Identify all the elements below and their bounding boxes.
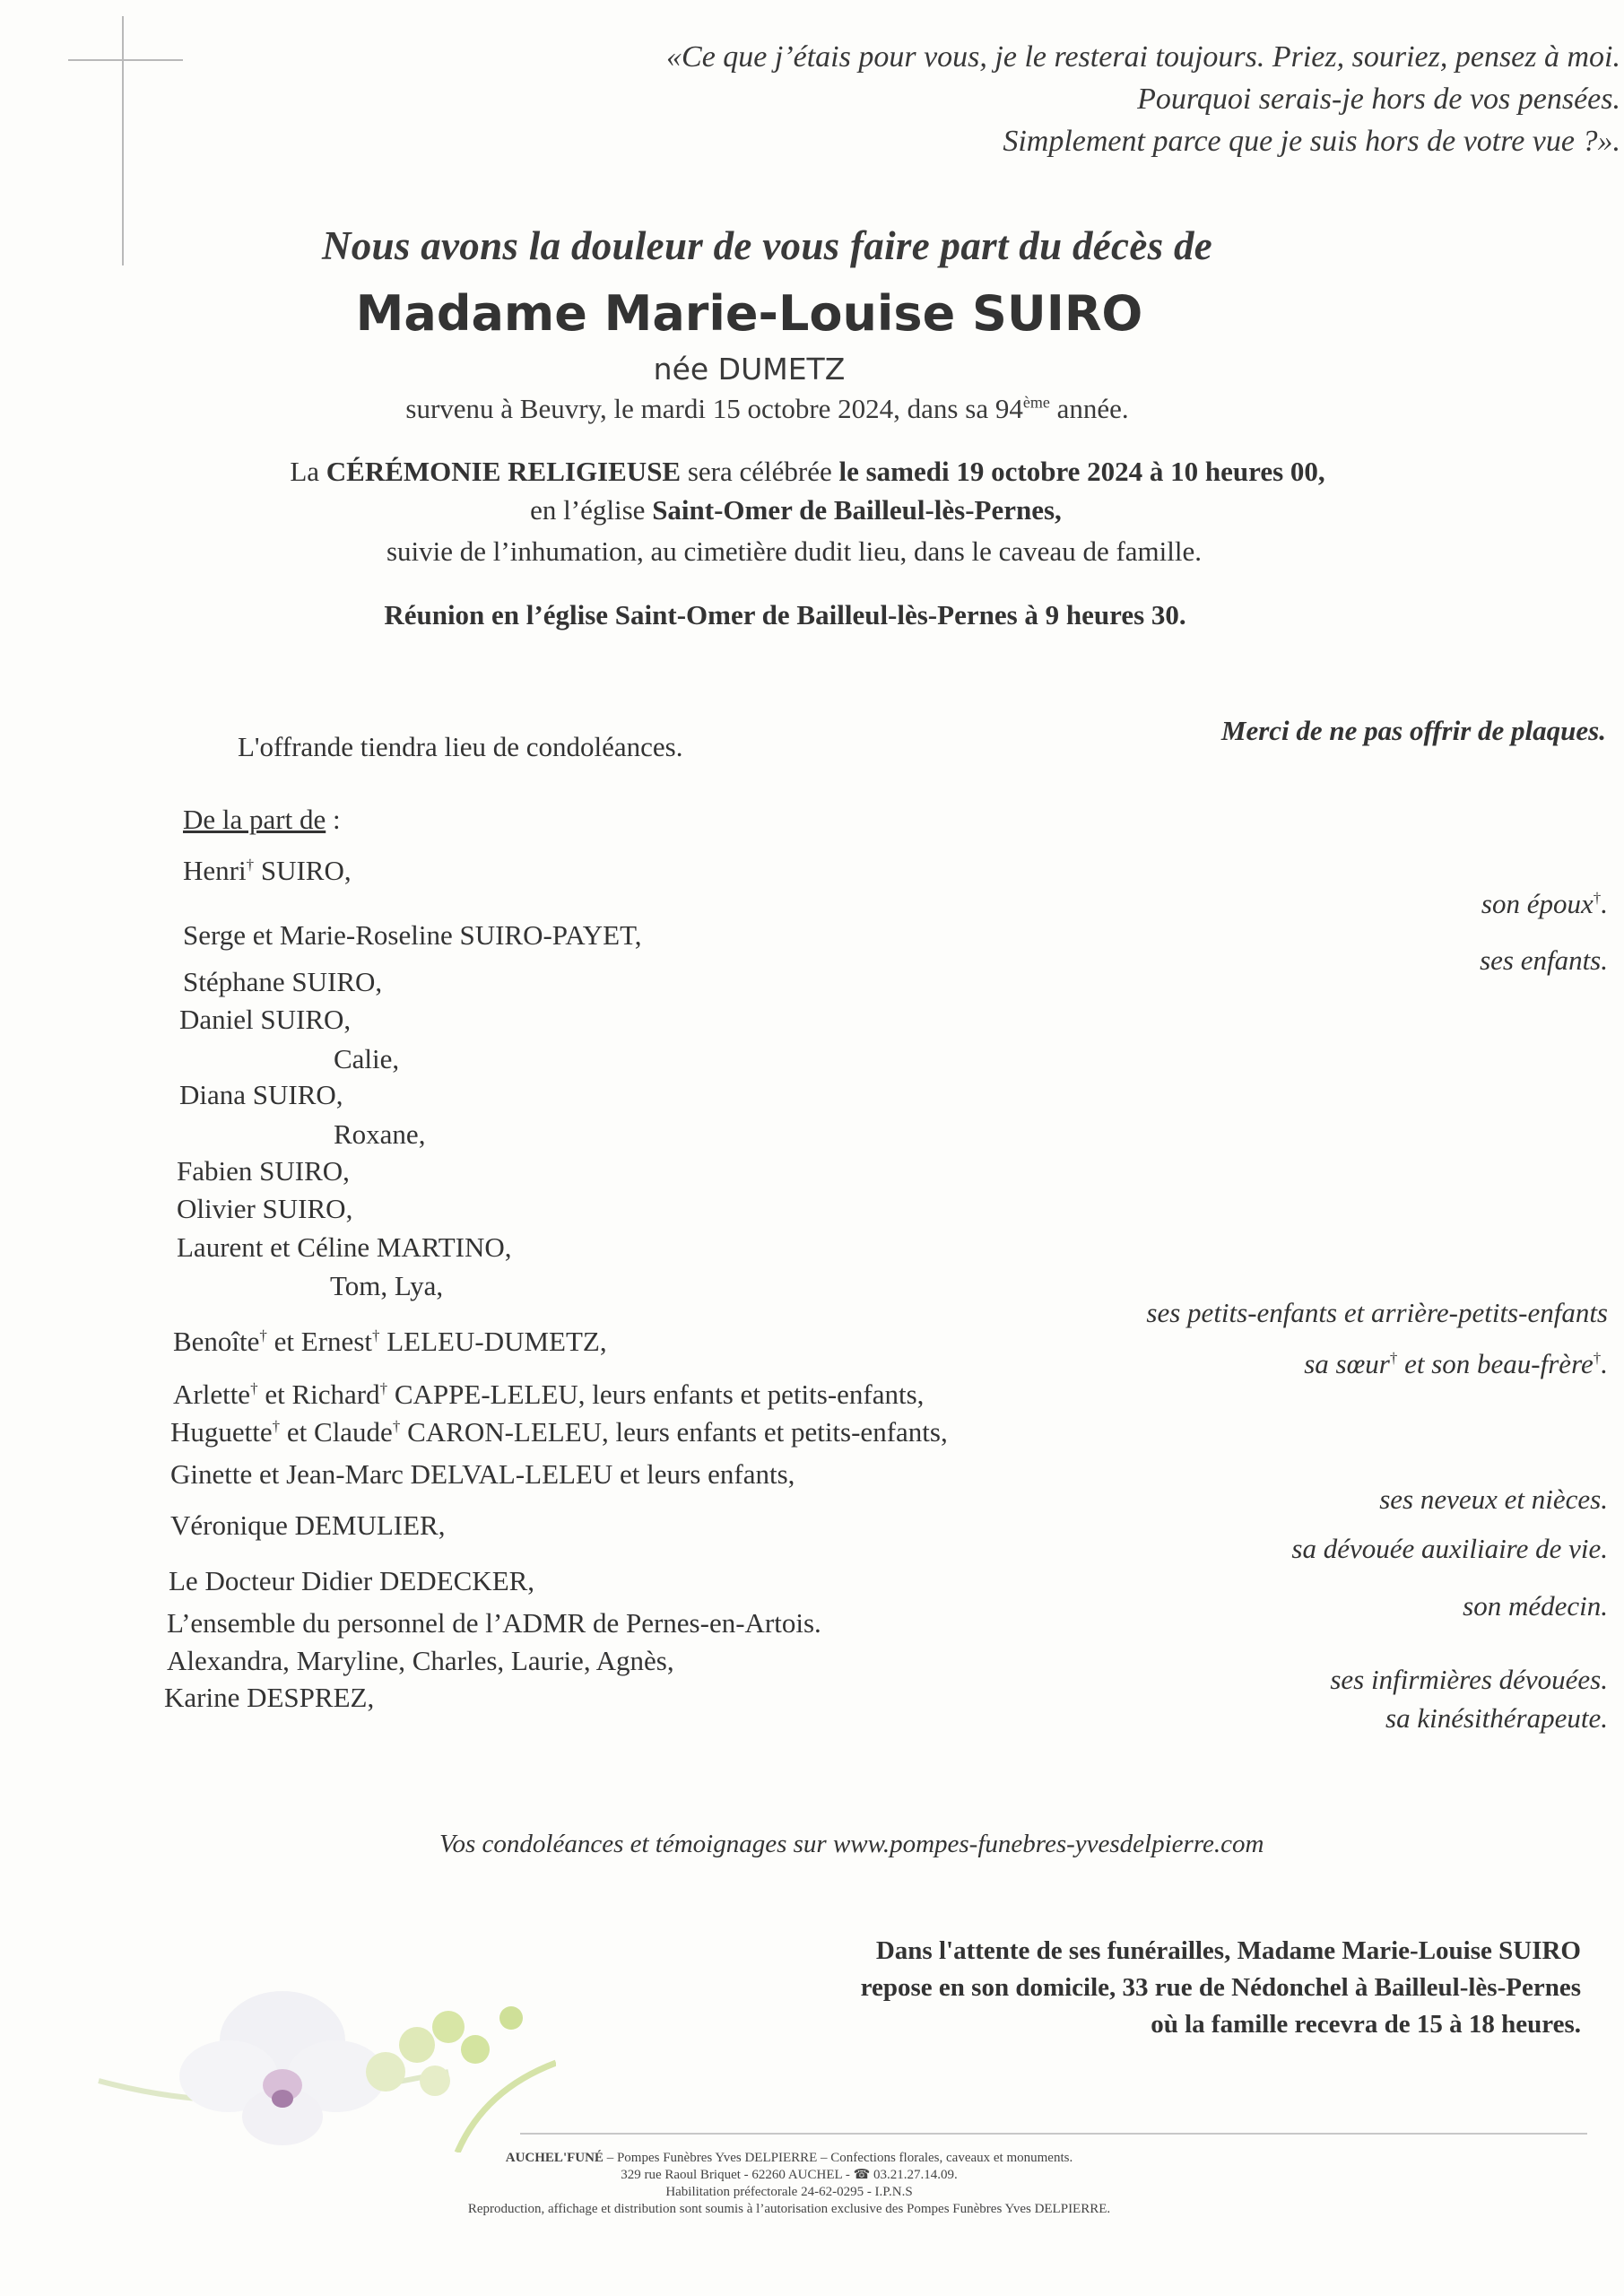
relation-text: sa sœur (1304, 1348, 1390, 1379)
member-name: Henri (183, 855, 247, 886)
relation-label: sa kinésithérapeute. (1385, 1702, 1608, 1734)
plaques-note: Merci de ne pas offrir de plaques. (1220, 715, 1606, 746)
repose-line: repose en son domicile, 33 rue de Nédonchel à Bailleul-lès-Pernes (860, 1973, 1581, 2002)
relation-text: . (1601, 1348, 1608, 1379)
family-member: Olivier SUIRO, (177, 1193, 353, 1224)
ceremony-text: en l’église (530, 494, 653, 526)
relation-label: ses petits-enfants et arrière-petits-enfants (1146, 1297, 1608, 1328)
relation-label: son médecin. (1463, 1590, 1608, 1622)
ceremony-date: le samedi 19 octobre 2024 à 10 heures 00, (838, 456, 1325, 487)
footer-line-2: 329 rue Raoul Briquet - 62260 AUCHEL - ☎ 03.21.27.14.09. (621, 2168, 958, 2182)
relation-label: ses enfants. (1480, 944, 1608, 976)
dagger-mark: † (1593, 1349, 1602, 1367)
family-member: Ginette et Jean-Marc DELVAL-LELEU et leurs enfants, (170, 1458, 795, 1490)
ceremony-line-1 (0, 456, 1620, 488)
family-member (183, 855, 352, 887)
relation-label: ses infirmières dévouées. (1330, 1664, 1608, 1695)
dagger-mark: † (392, 1417, 401, 1435)
orchid-flower-icon (90, 1964, 556, 2152)
quote-line: Pourquoi serais-je hors de vos pensées. (1137, 83, 1620, 116)
dagger-mark: † (372, 1326, 380, 1344)
relation-label: sa dévouée auxiliaire de vie. (1291, 1533, 1608, 1564)
dagger-mark: † (379, 1379, 388, 1397)
family-member: Calie, (334, 1043, 400, 1074)
family-member: L’ensemble du personnel de l’ADMR de Pernes-en-Artois. (167, 1607, 821, 1639)
member-name: Arlette (173, 1378, 251, 1410)
member-name: et Ernest (266, 1326, 372, 1357)
family-member: Fabien SUIRO, (177, 1155, 350, 1187)
dagger-mark: † (246, 856, 255, 874)
dagger-mark: † (272, 1417, 281, 1435)
maiden-name: née DUMETZ (653, 352, 846, 387)
ceremony-line-3: suivie de l’inhumation, au cimetière dudit lieu, dans le caveau de famille. (386, 535, 1203, 567)
repose-line: où la famille recevra de 15 à 18 heures. (1151, 2010, 1581, 2039)
family-heading (183, 804, 341, 836)
family-member: Karine DESPREZ, (164, 1682, 375, 1713)
family-member: Alexandra, Maryline, Charles, Laurie, Agnès, (167, 1645, 674, 1676)
member-name: LELEU-DUMETZ, (379, 1326, 607, 1357)
relation-label (1304, 1348, 1608, 1380)
ceremony-text: sera célébrée (681, 456, 839, 487)
relation-label: ses neveux et nièces. (1379, 1483, 1608, 1515)
relation-text: son époux (1481, 888, 1594, 919)
family-member: Tom, Lya, (330, 1270, 444, 1301)
family-member (173, 1378, 924, 1411)
quote-line: «Ce que j’étais pour vous, je le resterai toujours. Priez, souriez, pensez à moi. (666, 40, 1620, 74)
member-name: et Claude (280, 1416, 393, 1448)
family-member: Stéphane SUIRO, (183, 966, 383, 997)
funeral-home-footer (341, 2150, 1238, 2218)
footer-line-4: Reproduction, affichage et distribution sont soumis à l’autorisation exclusive des Pompes Funèbres Yves DELPIERRE. (467, 2202, 1111, 2216)
epitaph-quote (544, 36, 1620, 162)
member-name: CAPPE-LELEU, leurs enfants et petits-enfants, (387, 1378, 925, 1410)
reunion-notice: Réunion en l’église Saint-Omer de Bailleul-lès-Pernes à 9 heures 30. (384, 599, 1186, 631)
repose-line: Dans l'attente de ses funérailles, Madame Marie-Louise SUIRO (875, 1936, 1581, 1965)
death-text-end: année. (1049, 393, 1129, 424)
family-member: Diana SUIRO, (179, 1079, 343, 1110)
family-member: Roxane, (334, 1118, 426, 1150)
repose-notice (861, 1933, 1581, 2043)
death-text: survenu à Beuvry, le mardi 15 octobre 2024, dans sa 94 (405, 393, 1023, 424)
footer-text: – Pompes Funèbres Yves DELPIERRE – Confections florales, caveaux et monuments. (603, 2151, 1073, 2165)
dagger-mark: † (250, 1379, 258, 1397)
condolence-website: Vos condoléances et témoignages sur www.pompes-funebres-yvesdelpierre.com (439, 1830, 1264, 1858)
family-member: Daniel SUIRO, (179, 1004, 352, 1035)
member-name: et Richard (257, 1378, 380, 1410)
family-member: Véronique DEMULIER, (170, 1509, 446, 1541)
death-notice (0, 393, 1579, 425)
ordinal-suffix: ème (1022, 393, 1050, 412)
relation-label (1481, 888, 1608, 920)
member-name: Benoîte (173, 1326, 260, 1357)
family-heading-colon: : (326, 804, 341, 835)
family-member (173, 1326, 607, 1358)
ceremony-type: CÉRÉMONIE RELIGIEUSE (326, 456, 682, 487)
dagger-mark: † (1389, 1349, 1398, 1367)
family-member: Serge et Marie-Roseline SUIRO-PAYET, (183, 919, 642, 951)
ceremony-line-2 (0, 494, 1608, 526)
funeral-home-brand: AUCHEL'FUNÉ (505, 2151, 604, 2165)
member-name: Huguette (170, 1416, 273, 1448)
footer-divider (520, 2133, 1587, 2135)
announcement-intro: Nous avons la douleur de vous faire part du décès de (321, 223, 1213, 268)
footer-line-3: Habilitation préfectorale 24-62-0295 - I.P.N.S (665, 2185, 913, 2199)
deceased-name: Madame Marie-Louise SUIRO (355, 285, 1143, 342)
offering-note: L'offrande tiendra lieu de condoléances. (238, 731, 683, 762)
family-member (170, 1416, 948, 1448)
family-member: Laurent et Céline MARTINO, (177, 1231, 512, 1263)
family-member: Le Docteur Didier DEDECKER, (169, 1565, 535, 1596)
member-name: SUIRO, (254, 855, 352, 886)
ceremony-church: Saint-Omer de Bailleul-lès-Pernes, (652, 494, 1062, 526)
member-name: CARON-LELEU, leurs enfants et petits-enfants, (400, 1416, 948, 1448)
ceremony-text: La (290, 456, 326, 487)
relation-text: . (1601, 888, 1608, 919)
family-heading-label: De la part de (183, 804, 326, 835)
quote-line: Simplement parce que je suis hors de votre vue ?». (1003, 125, 1620, 158)
relation-text: et son beau-frère (1397, 1348, 1594, 1379)
dagger-mark: † (1593, 889, 1602, 907)
cross-icon-bar (68, 59, 183, 61)
dagger-mark: † (259, 1326, 267, 1344)
footer-line-1 (341, 2150, 1238, 2167)
